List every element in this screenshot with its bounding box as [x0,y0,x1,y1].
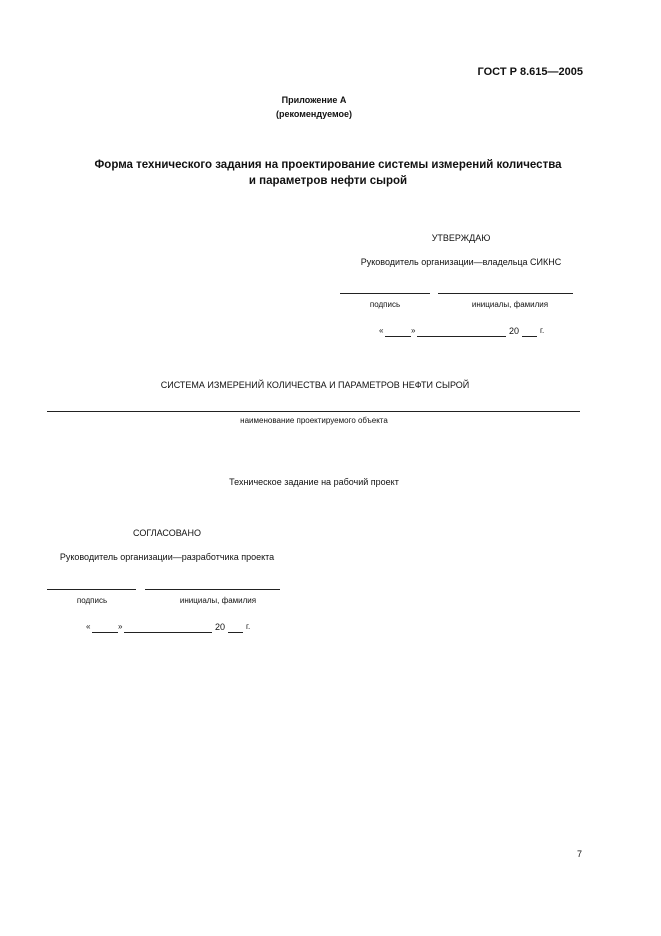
agreement-year-line [228,632,243,633]
object-name: СИСТЕМА ИЗМЕРЕНИЙ КОЛИЧЕСТВА И ПАРАМЕТРОВ НЕФТИ СЫРОЙ [160,380,470,390]
agreement-position: Руководитель организации—разработчика проекта [59,552,275,562]
approval-position: Руководитель организации—владельца СИКНС [360,257,562,267]
object-name-line [47,411,580,412]
standard-code: ГОСТ Р 8.615—2005 [477,66,583,78]
approval-heading: УТВЕРЖДАЮ [431,233,491,243]
approval-year-prefix: 20 [509,326,520,336]
agreement-date-close-quote: » [118,622,123,631]
appendix-status: (рекомендуемое) [276,109,352,119]
approval-year-suffix: г. [540,326,545,335]
approval-date-close-quote: » [411,326,416,335]
appendix-title: Приложение А [281,95,347,105]
agreement-heading: СОГЛАСОВАНО [133,528,201,538]
page-number: 7 [577,849,583,859]
form-title-line1: Форма технического задания на проектирование системы измерений количества [94,159,562,171]
agreement-year-suffix: г. [246,622,251,631]
agreement-year-prefix: 20 [215,622,226,632]
object-name-caption: наименование проектируемого объекта [240,416,388,425]
agreement-name-line [145,589,280,590]
approval-name-label: инициалы, фамилия [471,300,549,309]
agreement-signature-line [47,589,136,590]
approval-day-line [385,336,411,337]
approval-date-open-quote: « [379,326,384,335]
approval-month-line [417,336,506,337]
approval-year-line [522,336,537,337]
form-title-line2: и параметров нефти сырой [248,175,408,187]
approval-name-line [438,293,573,294]
document-type: Техническое задание на рабочий проект [229,477,399,487]
approval-signature-label: подпись [369,300,401,309]
agreement-day-line [92,632,118,633]
approval-signature-line [340,293,430,294]
agreement-signature-label: подпись [76,596,108,605]
agreement-name-label: инициалы, фамилия [179,596,257,605]
agreement-date-open-quote: « [86,622,91,631]
agreement-month-line [124,632,212,633]
